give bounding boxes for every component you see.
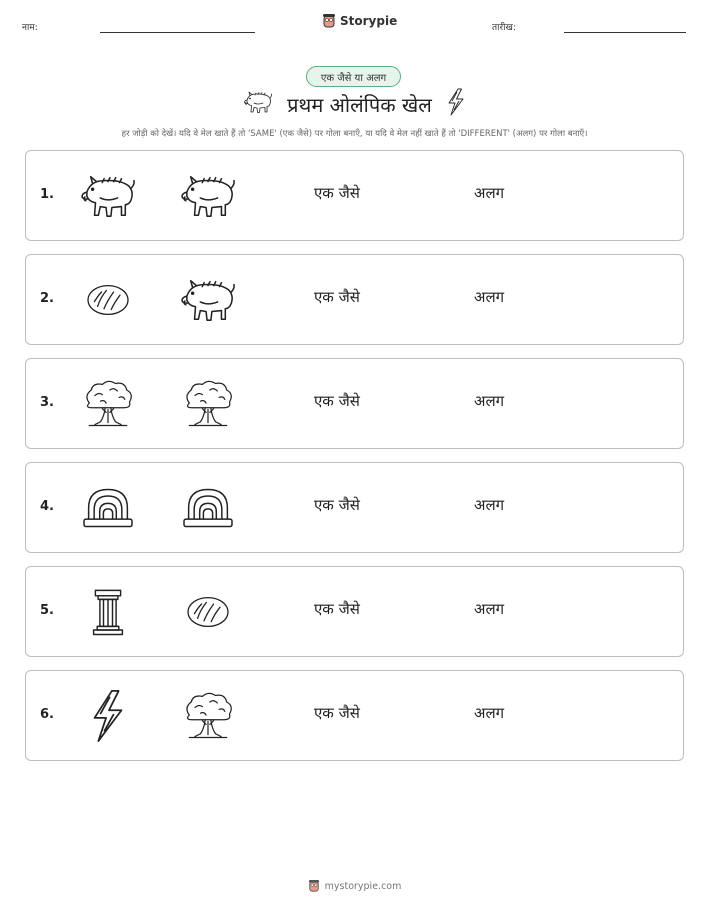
question-number: 1. xyxy=(40,187,54,202)
page-title: प्रथम ओलंपिक खेल xyxy=(287,92,432,117)
same-option[interactable]: एक जैसे xyxy=(314,704,360,722)
brand-logo xyxy=(322,13,397,29)
different-option[interactable]: अलग xyxy=(474,184,505,202)
question-row-4 xyxy=(25,462,684,553)
olive-tree-icon xyxy=(78,375,138,433)
date-label: तारीख: xyxy=(492,23,516,33)
name-label: नाम: xyxy=(22,23,38,33)
question-number: 6. xyxy=(40,707,54,722)
different-option[interactable]: अलग xyxy=(474,288,505,306)
olive-tree-icon xyxy=(178,687,238,745)
question-row-1 xyxy=(25,150,684,241)
boar-icon xyxy=(78,167,138,225)
boar-icon xyxy=(178,271,238,329)
column-icon xyxy=(78,583,138,641)
storypie-mascot-icon xyxy=(308,879,320,893)
same-option[interactable]: एक जैसे xyxy=(314,184,360,202)
oven-icon xyxy=(78,479,138,537)
question-row-5 xyxy=(25,566,684,657)
name-field[interactable] xyxy=(100,32,255,33)
same-option[interactable]: एक जैसे xyxy=(314,288,360,306)
question-number: 3. xyxy=(40,395,54,410)
footer xyxy=(0,879,709,893)
oven-icon xyxy=(178,479,238,537)
lightning-icon xyxy=(446,88,466,120)
worksheet-type-badge: एक जैसे या अलग xyxy=(306,66,401,87)
date-field[interactable] xyxy=(564,32,686,33)
instructions: हर जोड़ी को देखें। यदि वे मेल खाते हैं तो 'SAME' (एक जैसे) पर गोला बनाएँ, या यदि वे मेल नहीं खाते हैं तो 'DIFFERENT' (अलग) पर गोला बनाएँ। xyxy=(121,129,588,139)
bread-icon xyxy=(178,583,238,641)
footer-url[interactable]: mystorypie.com xyxy=(324,880,402,892)
question-number: 5. xyxy=(40,603,54,618)
question-row-6 xyxy=(25,670,684,761)
same-option[interactable]: एक जैसे xyxy=(314,392,360,410)
brand-name: Storypie xyxy=(340,14,398,28)
question-row-2 xyxy=(25,254,684,345)
question-number: 4. xyxy=(40,499,54,514)
different-option[interactable]: अलग xyxy=(474,392,505,410)
different-option[interactable]: अलग xyxy=(474,600,505,618)
lightning-icon xyxy=(78,687,138,745)
different-option[interactable]: अलग xyxy=(474,704,505,722)
bread-icon xyxy=(78,271,138,329)
question-row-3 xyxy=(25,358,684,449)
title-row xyxy=(0,88,709,120)
boar-icon xyxy=(243,89,273,119)
boar-icon xyxy=(178,167,238,225)
olive-tree-icon xyxy=(178,375,238,433)
storypie-mascot-icon xyxy=(322,13,336,29)
same-option[interactable]: एक जैसे xyxy=(314,496,360,514)
question-number: 2. xyxy=(40,291,54,306)
same-option[interactable]: एक जैसे xyxy=(314,600,360,618)
different-option[interactable]: अलग xyxy=(474,496,505,514)
